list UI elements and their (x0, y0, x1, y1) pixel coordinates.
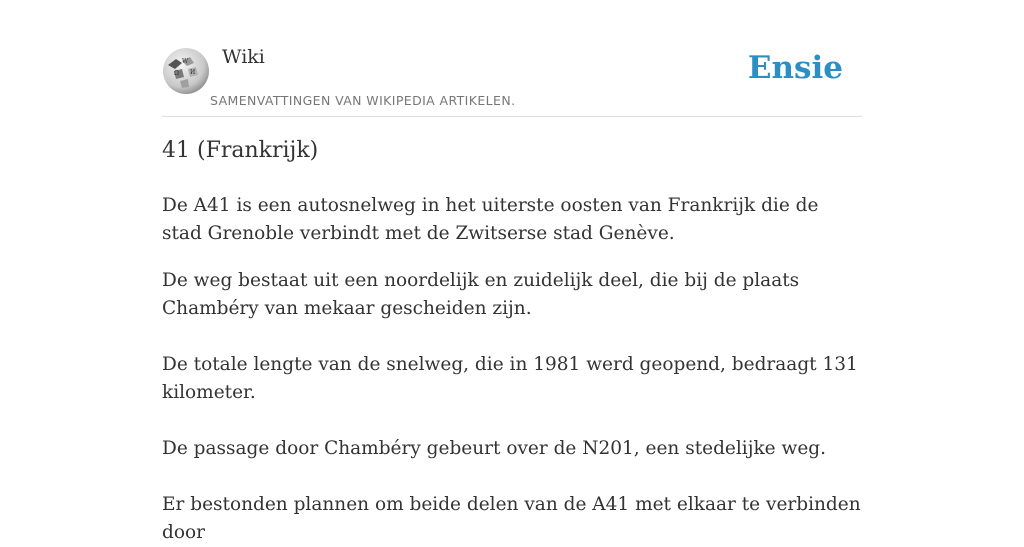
page-title: 41 (Frankrijk) (162, 138, 319, 163)
site-tagline: SAMENVATTINGEN VAN WIKIPEDIA ARTIKELEN. (210, 93, 516, 108)
article-paragraph: Er bestonden plannen om beide delen van de A41 met elkaar te verbinden door (162, 494, 861, 543)
svg-text:И: И (190, 69, 196, 76)
article-paragraph: De passage door Chambéry gebeurt over de N201, een stedelijke weg. (162, 438, 826, 459)
wikipedia-globe-icon[interactable] (162, 47, 210, 95)
svg-text:W: W (182, 58, 189, 65)
article-paragraph: De weg bestaat uit een noordelijk en zuidelijk deel, die bij de plaats Chambéry van mekaar gescheiden zijn. (162, 270, 800, 319)
site-header (162, 0, 862, 117)
article-paragraph: De totale lengte van de snelweg, die in 1981 werd geopend, bedraagt 131 kilometer. (162, 354, 858, 403)
svg-text:Ω: Ω (174, 70, 179, 77)
article-paragraph: De A41 is een autosnelweg in het uiterste oosten van Frankrijk die de stad Grenoble verbindt met de Zwitserse stad Genève. (162, 195, 819, 244)
site-name[interactable]: Wiki (222, 46, 265, 68)
page (162, 0, 862, 543)
brand-logo-link[interactable]: Ensie (747, 50, 843, 86)
